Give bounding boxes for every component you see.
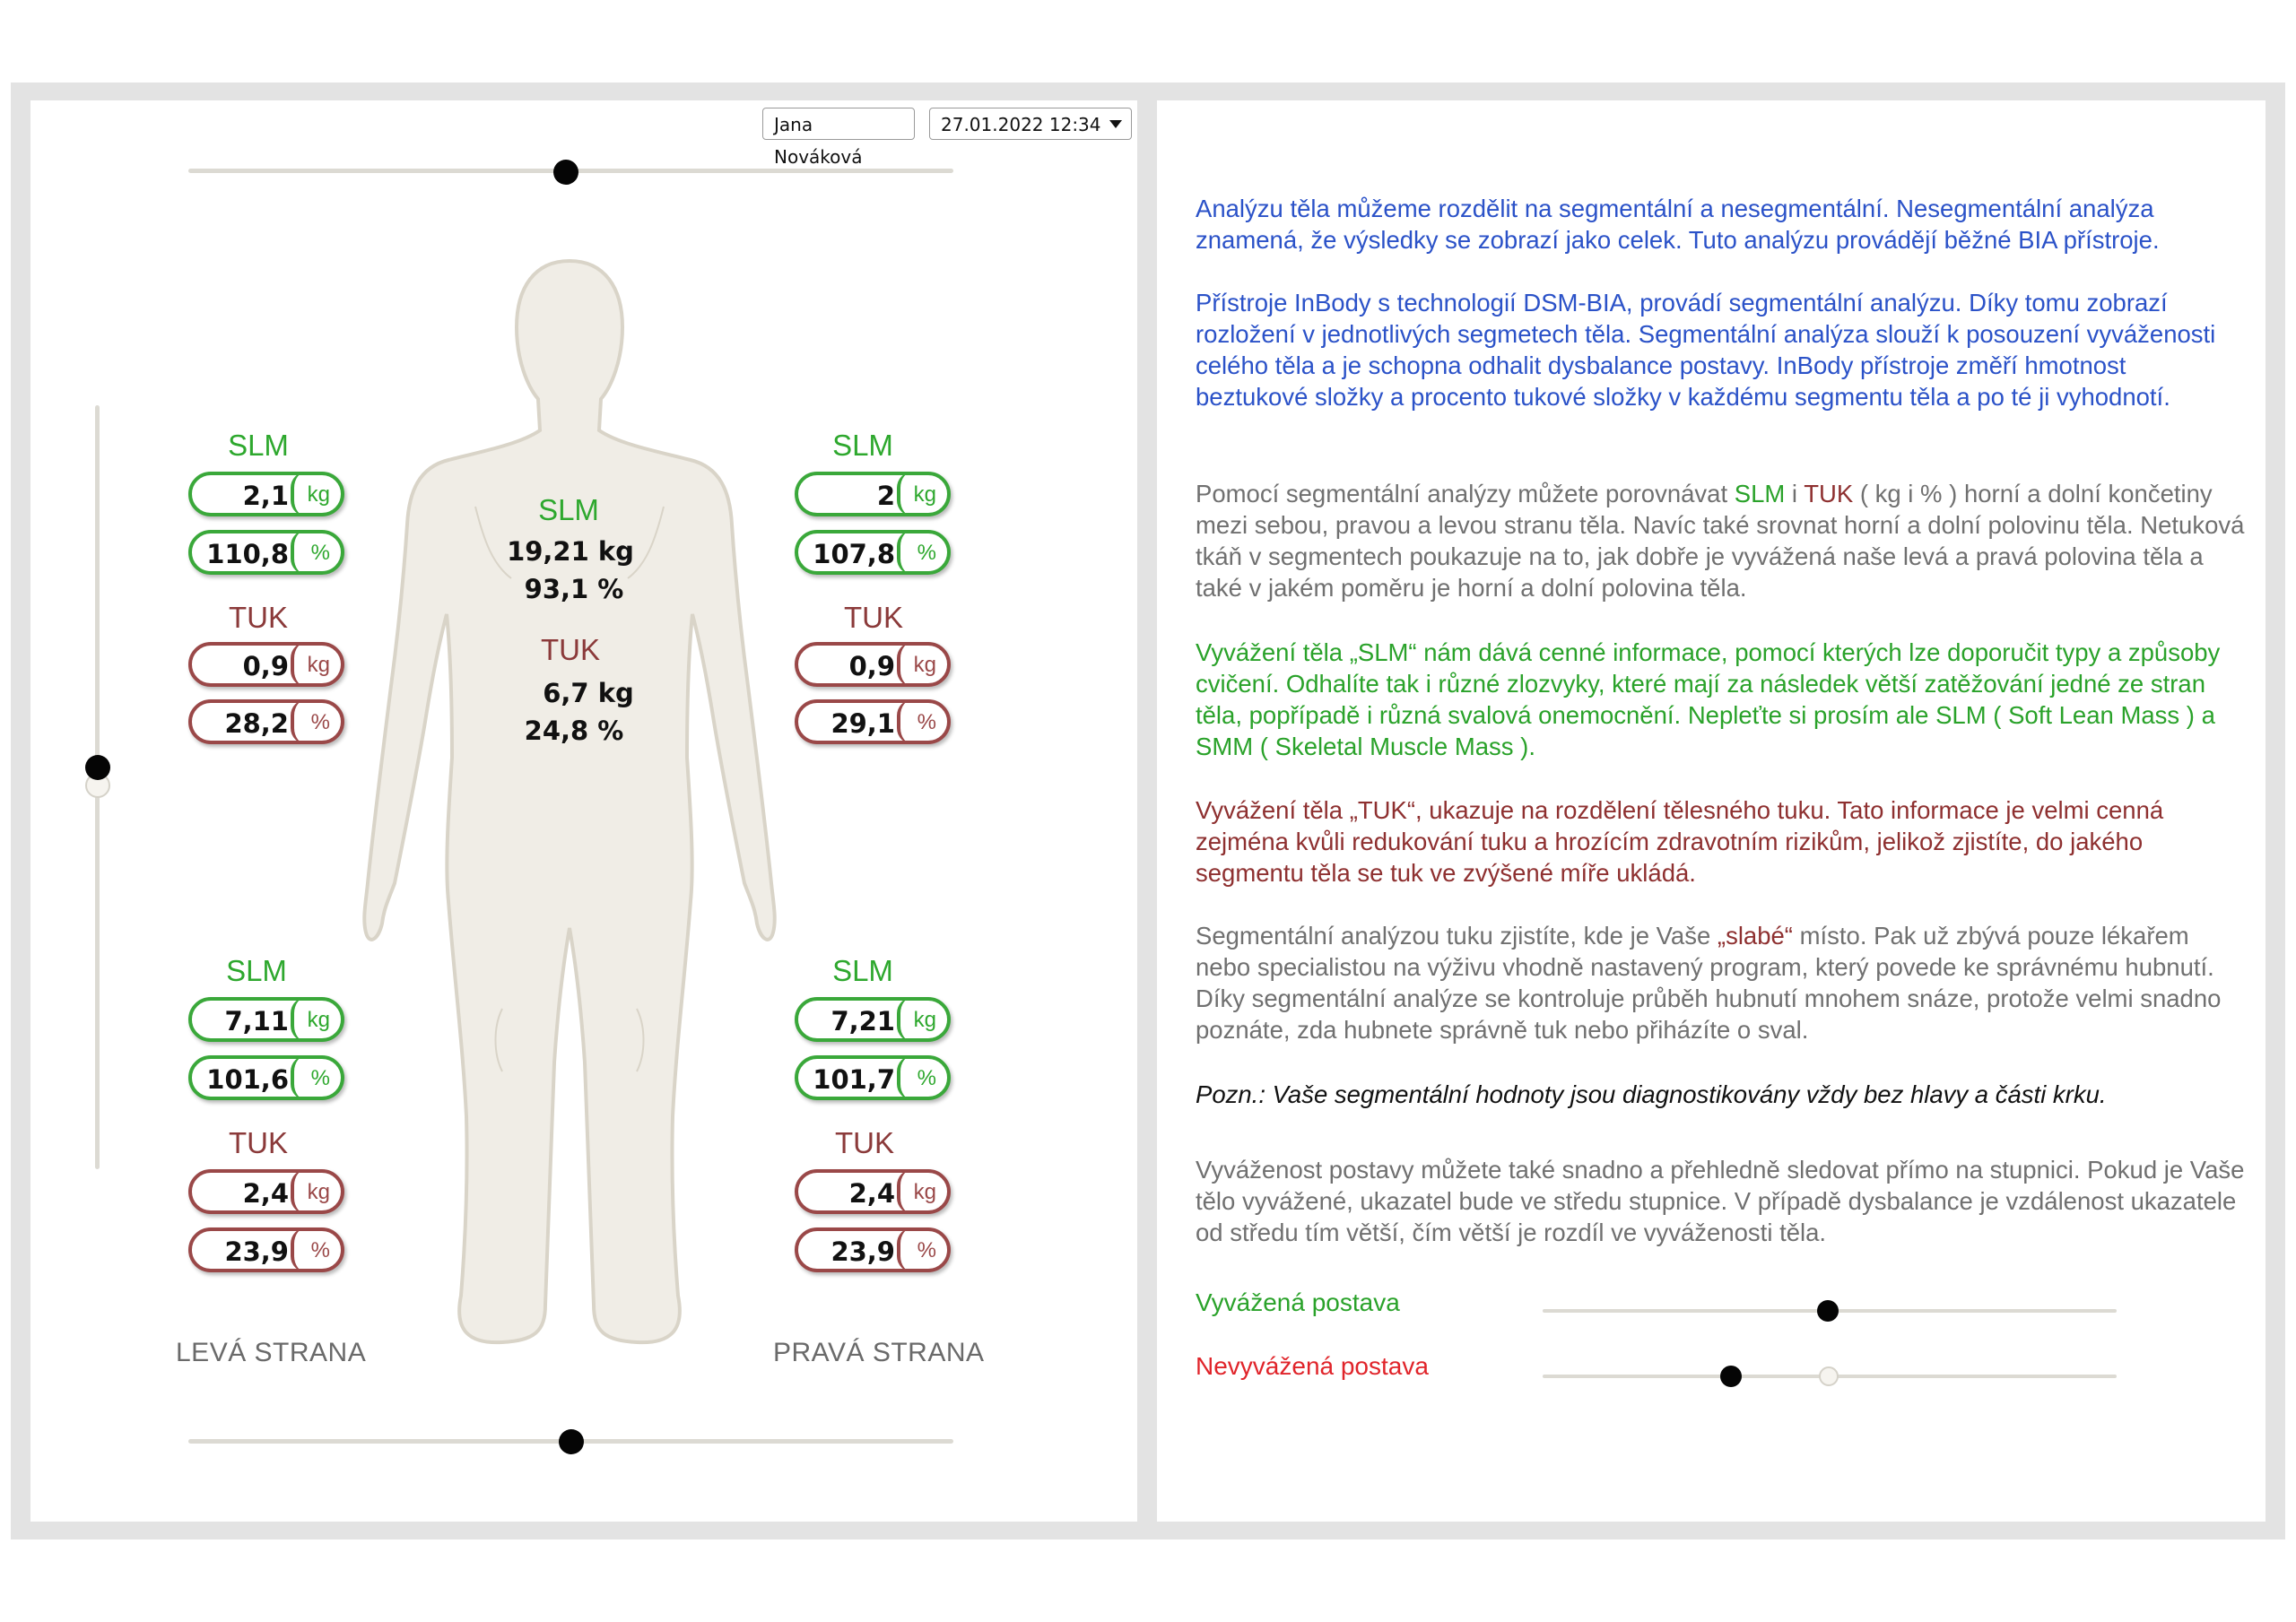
unit-pct: % xyxy=(917,541,936,565)
balanced-scale-knob xyxy=(1817,1300,1839,1322)
trunk-slm-title: SLM xyxy=(538,493,599,526)
info-paragraph-2: Přístroje InBody s technologií DSM-BIA, provádí segmentální analýzu. Díky tomu zobrazí rozložení v jednotlivých segmetech těla. Segmentální analýza slouží k posouzení vyváženosti celého těla a je schopna odhalit dysbalance postavy. InBody přístroje změří hmotnost beztukové složky a procento tukové složky v každému segmentu těla a po té ji vyhodnotí. xyxy=(1196,289,2216,411)
trunk-tuk-title: TUK xyxy=(541,633,600,666)
left-leg-tuk-kg-pill xyxy=(188,1169,344,1214)
user-name: Jana Nováková xyxy=(774,114,863,168)
right-leg-tuk-pct: 23,9 xyxy=(831,1236,895,1267)
right-arm-slm-pct: 107,8 xyxy=(813,539,895,569)
bottom-balance-knob[interactable] xyxy=(559,1429,584,1454)
body-silhouette xyxy=(359,256,780,1358)
unbalanced-label: Nevyvážená postava xyxy=(1196,1352,1429,1380)
right-side-label: PRAVÁ STRANA xyxy=(773,1338,985,1367)
trunk-slm-pct: 93,1 % xyxy=(524,574,624,604)
slabe-highlight: „slabé“ xyxy=(1717,922,1793,950)
info-paragraph-4: Vyvážení těla „SLM“ nám dává cenné informace, pomocí kterých lze doporučit typy a způsoby cvičení. Odhalíte tak i různé zlozvyky, které mají za následek větší zatěžování jedné ze stran těla, popřípadě i různá svalová onemocnění. Nepleťte si prosím ale SLM ( Soft Lean Mass ) a SMM ( Skeletal Muscle Mass ). xyxy=(1196,638,2221,760)
unit-pct: % xyxy=(310,1238,330,1262)
right-arm-tuk-kg: 0,9 xyxy=(848,651,895,681)
unit-pct: % xyxy=(310,710,330,734)
unbalanced-scale-center-marker xyxy=(1819,1366,1839,1386)
trunk-tuk-kg: 6,7 kg xyxy=(543,678,634,708)
right-arm-slm-kg-pill xyxy=(795,472,951,516)
unit-kg: kg xyxy=(913,653,936,677)
right-leg-tuk-kg: 2,4 xyxy=(848,1178,895,1209)
unit-kg: kg xyxy=(307,1180,330,1204)
left-arm-tuk-pct-pill xyxy=(188,699,344,744)
left-leg-tuk-pct-pill xyxy=(188,1227,344,1272)
right-arm-tuk-pct-pill xyxy=(795,699,951,744)
balanced-label: Vyvážená postava xyxy=(1196,1288,1400,1316)
left-leg-slm-kg: 7,11 xyxy=(224,1006,289,1037)
left-leg-slm-pct-pill xyxy=(188,1055,344,1100)
unit-pct: % xyxy=(917,1066,936,1090)
slm-highlight: SLM xyxy=(1734,480,1786,507)
chevron-down-icon[interactable] xyxy=(1109,120,1122,128)
right-leg-slm-kg: 7,21 xyxy=(831,1006,895,1037)
left-leg-tuk-kg: 2,4 xyxy=(242,1178,289,1209)
unit-kg: kg xyxy=(307,1008,330,1032)
top-balance-knob[interactable] xyxy=(553,160,578,185)
vertical-balance-knob[interactable] xyxy=(85,755,110,780)
left-arm-tuk-kg: 0,9 xyxy=(242,651,289,681)
trunk-tuk-pct: 24,8 % xyxy=(524,716,624,746)
left-arm-tuk-kg-pill xyxy=(188,642,344,687)
unbalanced-scale-knob xyxy=(1720,1366,1742,1387)
tuk-highlight: TUK xyxy=(1804,480,1854,507)
info-paragraph-6: Segmentální analýzou tuku zjistíte, kde je Vaše „slabé“ místo. Pak už zbývá pouze lékařem nebo specialistou na výživu vhodně nastavený program, který povede ke správnému hubnutí. Díky segmentální analýze se kontroluje průběh hubnutí mnohem snáze, protože velmi snadno poznáte, zda hubnete správně tuk nebo přiházíte o sval. xyxy=(1196,922,2222,1044)
right-leg-tuk-pct-pill xyxy=(795,1227,951,1272)
right-arm-slm-title: SLM xyxy=(832,429,893,462)
unit-kg: kg xyxy=(913,482,936,507)
right-arm-slm-kg: 2 xyxy=(876,481,895,511)
left-arm-slm-kg: 2,1 xyxy=(242,481,289,511)
info-paragraph-1: Analýzu těla můžeme rozdělit na segmentální a nesegmentální. Nesegmentální analýza znamená, že výsledky se zobrazí jako celek. Tuto analýzu provádějí běžné BIA přístroje. xyxy=(1196,195,2160,254)
right-leg-slm-pct: 101,7 xyxy=(813,1064,895,1095)
left-arm-slm-pct-pill xyxy=(188,530,344,575)
datetime-value: 27.01.2022 12:34 xyxy=(941,114,1101,135)
unit-kg: kg xyxy=(307,482,330,507)
datetime-dropdown[interactable] xyxy=(929,108,1132,140)
info-paragraph-5: Vyvážení těla „TUK“, ukazuje na rozdělení tělesného tuku. Tato informace je velmi cenná zejména kvůli redukování tuku a hrozícím zdravotním rizikům, jelikož zjistíte, do jakého segmentu těla se tuk ve zvýšené míře ukládá. xyxy=(1196,796,2164,887)
right-leg-slm-kg-pill xyxy=(795,997,951,1042)
right-leg-slm-pct-pill xyxy=(795,1055,951,1100)
user-name-field[interactable] xyxy=(762,108,915,168)
right-leg-slm-title: SLM xyxy=(832,954,893,987)
unit-kg: kg xyxy=(307,653,330,677)
info-paragraph-3: Pomocí segmentální analýzy můžete porovnávat SLM i TUK ( kg i % ) horní a dolní končetiny mezi sebou, pravou a levou stranu těla. Navíc také srovnat horní a dolní polovinu těla. Netuková tkáň v segmentech poukazuje na to, jak dobře je vyvážená naše levá a pravá polovina těla a také v jakém poměru je horní a dolní polovina těla. xyxy=(1196,480,2245,602)
unit-pct: % xyxy=(310,541,330,565)
right-arm-tuk-kg-pill xyxy=(795,642,951,687)
left-arm-tuk-pct: 28,2 xyxy=(224,708,289,739)
trunk-slm-kg: 19,21 kg xyxy=(507,536,634,567)
left-arm-tuk-title: TUK xyxy=(229,601,288,634)
right-arm-tuk-pct: 29,1 xyxy=(831,708,895,739)
left-leg-slm-kg-pill xyxy=(188,997,344,1042)
left-arm-slm-pct: 110,8 xyxy=(206,539,289,569)
unit-kg: kg xyxy=(913,1180,936,1204)
unit-pct: % xyxy=(917,1238,936,1262)
info-note: Pozn.: Vaše segmentální hodnoty jsou diagnostikovány vždy bez hlavy a části krku. xyxy=(1196,1080,2107,1108)
left-leg-tuk-title: TUK xyxy=(229,1126,288,1159)
left-arm-slm-title: SLM xyxy=(228,429,289,462)
right-leg-tuk-kg-pill xyxy=(795,1169,951,1214)
left-leg-slm-title: SLM xyxy=(226,954,287,987)
unit-pct: % xyxy=(310,1066,330,1090)
left-leg-tuk-pct: 23,9 xyxy=(224,1236,289,1267)
right-leg-tuk-title: TUK xyxy=(835,1126,894,1159)
info-paragraph-8: Vyváženost postavy můžete také snadno a přehledně sledovat přímo na stupnici. Pokud je Vaše tělo vyvážené, ukazatel bude ve středu stupnice. V případě dysbalance je vzdálenost ukazatele od středu tím větší, čím větší je rozdíl ve vyváženosti těla. xyxy=(1196,1156,2245,1246)
left-arm-slm-kg-pill xyxy=(188,472,344,516)
left-leg-slm-pct: 101,6 xyxy=(206,1064,289,1095)
left-side-label: LEVÁ STRANA xyxy=(176,1338,367,1367)
right-arm-slm-pct-pill xyxy=(795,530,951,575)
unit-kg: kg xyxy=(913,1008,936,1032)
right-arm-tuk-title: TUK xyxy=(844,601,903,634)
unit-pct: % xyxy=(917,710,936,734)
